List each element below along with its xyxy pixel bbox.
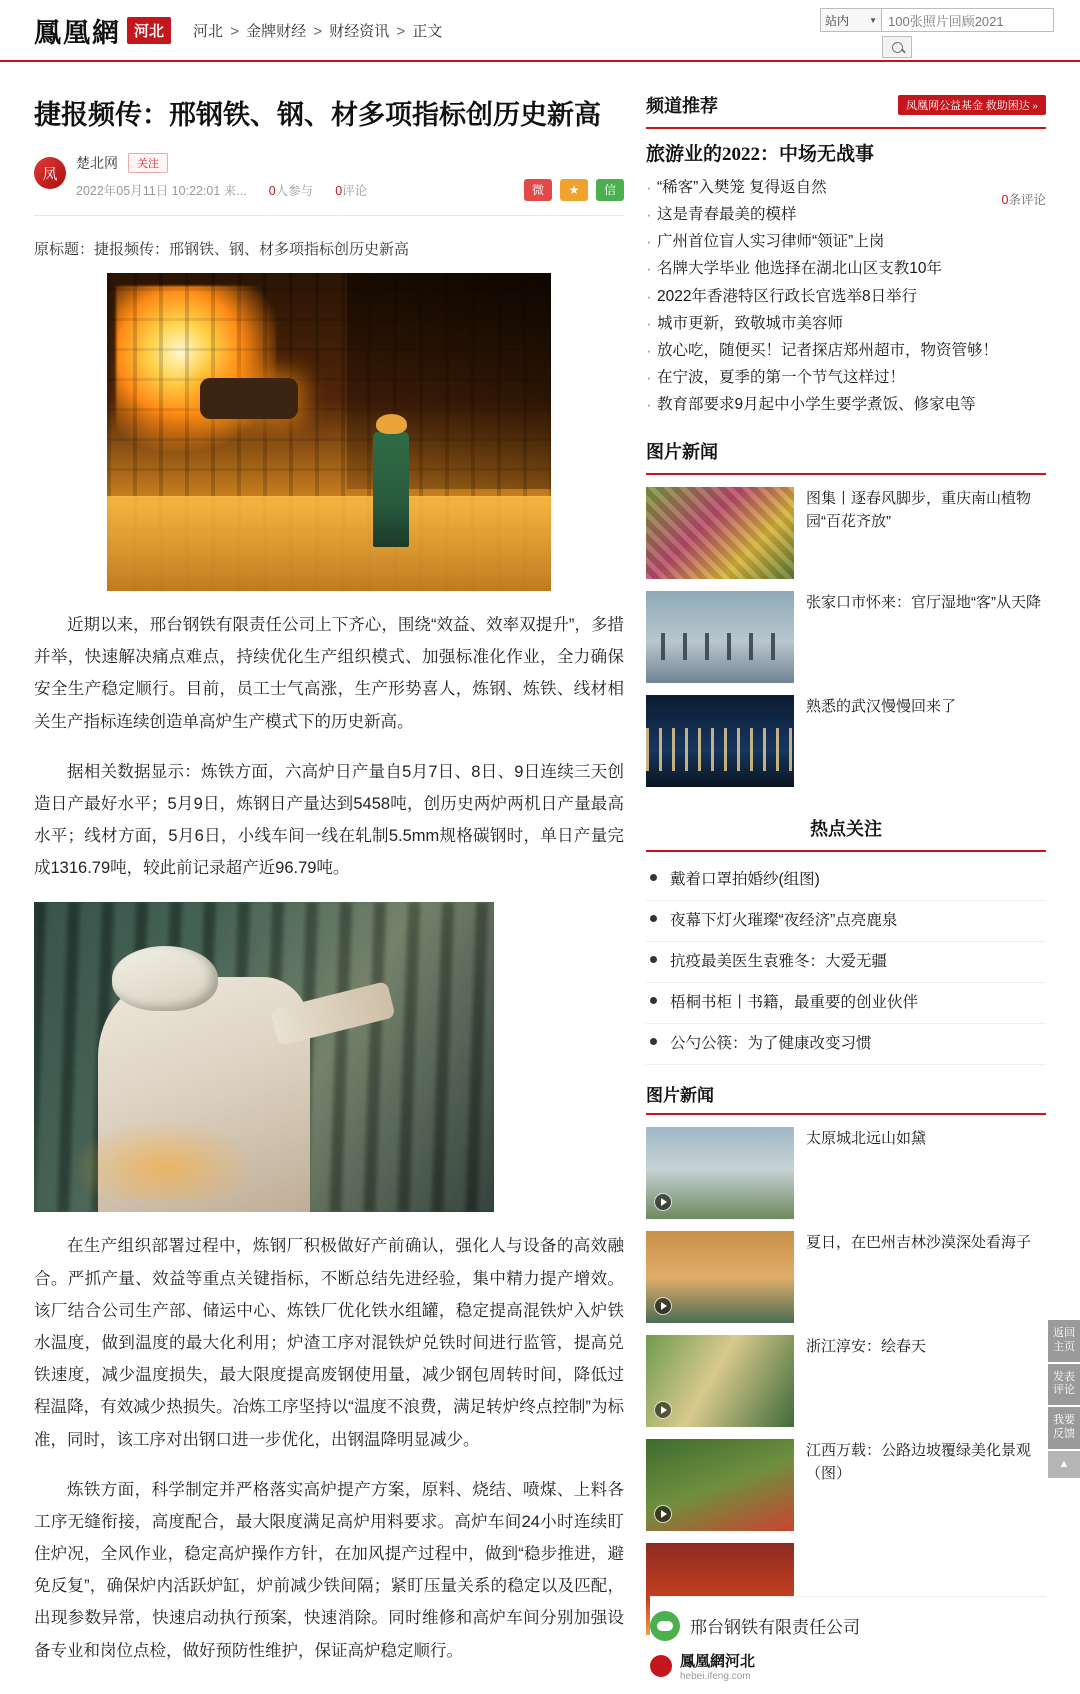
participants-count	[269, 181, 313, 199]
photo-helmet	[112, 946, 218, 1011]
featured-link[interactable]: 旅游业的2022：中场无战事	[646, 144, 875, 165]
list-item[interactable]: · 2022年香港特区行政长官选举8日举行	[646, 283, 1046, 310]
site-logo[interactable]	[34, 11, 171, 50]
site-header	[0, 0, 1080, 62]
picture-news-header-2: 图片新闻	[646, 1081, 1046, 1115]
timestamp: 2022年05月11日 10:22:01 来...	[76, 184, 247, 199]
picture-caption: 江西万载：公路边坡覆绿美化景观（图）	[806, 1441, 1032, 1482]
search-input[interactable]: 100张照片回顾2021	[882, 8, 1054, 32]
search-scope-select[interactable]	[820, 8, 882, 32]
thumbnail-image	[646, 695, 794, 787]
list-item[interactable]	[646, 695, 1046, 787]
picture-caption: 浙江淳安：绘春天	[806, 1337, 927, 1355]
search-area	[820, 8, 1054, 58]
brand-domain: hebei.ifeng.com	[680, 1671, 751, 1682]
search-icon	[892, 42, 903, 53]
article-figure-2	[34, 902, 624, 1212]
search-button[interactable]	[882, 36, 912, 58]
article-column	[34, 62, 624, 1685]
original-title-line	[34, 238, 624, 259]
search-scope-value: 站内	[825, 13, 850, 28]
channel-recommend-title: 频道推荐	[646, 96, 718, 116]
list-item[interactable]: · 名牌大学毕业 他选择在湖北山区支教10年	[646, 255, 1046, 282]
brand-mark-icon	[650, 1655, 672, 1677]
list-item[interactable]: · 城市更新，致敬城市美容师	[646, 310, 1046, 337]
thumbnail-image	[646, 1439, 794, 1531]
list-item[interactable]	[646, 1439, 1046, 1531]
foundry-photo	[107, 273, 551, 591]
picture-caption: 太原城北远山如黛	[806, 1129, 927, 1147]
picture-news-title: 图片新闻	[646, 442, 718, 463]
photo-floor	[107, 496, 551, 591]
back-home-button[interactable]: 返回主页	[1048, 1320, 1080, 1362]
breadcrumb-item-3[interactable]: 正文	[412, 22, 443, 40]
welder-photo	[34, 902, 494, 1212]
article-paragraph: 近期以来，邢台钢铁有限责任公司上下齐心，围绕“效益、效率双提升”，多措并举，快速解决痛点难点，持续优化生产组织模式、加强标准化作业，全力确保安全生产稳定顺行。目前，员工士气高涨，生产形势喜人，炼钢、炼铁、线材相关生产指标连续创造单高炉生产模式下的历史新高。	[34, 616, 624, 731]
page-title: 捷报频传：邢钢铁、钢、材多项指标创历史新高	[34, 100, 601, 130]
list-item[interactable]	[646, 591, 1046, 683]
original-title: 捷报频传：邢钢铁、钢、材多项指标创历史新高	[94, 241, 410, 259]
byline	[34, 153, 624, 216]
list-item[interactable]	[646, 1127, 1046, 1219]
recommend-link-list	[646, 174, 1046, 418]
feedback-button[interactable]: 我要反馈	[1048, 1407, 1080, 1449]
list-item[interactable]: 抗疫最美医生袁雅冬：大爱无疆	[646, 942, 1046, 983]
picture-caption: 熟悉的武汉慢慢回来了	[806, 698, 957, 716]
floating-action-bar	[1048, 1320, 1080, 1480]
picture-news-header	[646, 438, 1046, 475]
article-paragraph: 炼铁方面，科学制定并严格落实高炉提产方案，原料、烧结、喷煤、上料各工序无缝衔接，高度配合，最大限度满足高炉用料要求。高炉车间24小时连续盯住炉况，全风作业，稳定高炉操作方针，在加风提产过程中，做到“稳步推进，避免反复”，确保炉内活跃炉缸，炉前减少铁间隔；紧盯压量关系的稳定以及匹配，出现参数异常，快速启动执行预案，快速消除。同时维修和高炉车间分别加强设备专业和岗位点检，做好预防性维护，保证高炉稳定顺行。	[34, 1480, 624, 1660]
hot-focus-header: 热点关注	[646, 805, 1046, 852]
list-item[interactable]	[646, 487, 1046, 579]
participants-label: 人参与	[275, 184, 314, 199]
channel-recommend-header	[646, 92, 1046, 129]
play-icon[interactable]	[654, 1297, 672, 1315]
thumbnail-image	[646, 1231, 794, 1323]
participants-number: 0	[268, 184, 276, 199]
thumbnail-image	[646, 487, 794, 579]
breadcrumb-sep: >	[230, 22, 239, 40]
chevron-down-icon: ▼	[869, 15, 877, 25]
comment-badge-count: 0	[1001, 193, 1009, 207]
scroll-top-button[interactable]: ▲	[1048, 1451, 1080, 1479]
logo-region-badge: 河北	[127, 17, 171, 44]
charity-promo-badge[interactable]: 凤凰网公益基金 救助困达 »	[898, 95, 1046, 115]
source-name[interactable]: 楚北网	[76, 155, 118, 172]
picture-caption: 张家口市怀来：官厅湿地“客”从天降	[806, 594, 1041, 612]
play-icon[interactable]	[654, 1505, 672, 1523]
list-item[interactable]: 梧桐书柜丨书籍，最重要的创业伙伴	[646, 983, 1046, 1024]
play-icon[interactable]	[654, 1401, 672, 1419]
logo-text: 鳳凰網	[34, 17, 121, 48]
picture-caption: 图集丨逐春风脚步，重庆南山植物园“百花齐放”	[806, 490, 1032, 531]
breadcrumb-sep: >	[396, 22, 406, 40]
breadcrumb-item-1[interactable]: 金牌财经	[246, 22, 307, 40]
list-item[interactable]: · 在宁波，夏季的第一个节气这样过！	[646, 364, 1046, 391]
wechat-account-name: 邢台钢铁有限责任公司	[690, 1618, 860, 1637]
hot-focus-list	[646, 860, 1046, 1064]
page-body	[0, 62, 1080, 1685]
post-comment-button[interactable]: 发表评论	[1048, 1364, 1080, 1406]
byline-bottom	[76, 179, 624, 201]
list-item[interactable]: 戴着口罩拍婚纱(组图)	[646, 860, 1046, 901]
photo-worker	[373, 432, 409, 546]
comments-label: 评论	[342, 184, 368, 199]
original-title-label: 原标题：	[34, 241, 95, 259]
list-item[interactable]: · 放心吃，随便买！记者探店郑州超市，物资管够！	[646, 337, 1046, 364]
breadcrumb-sep: >	[313, 22, 323, 40]
share-bar	[524, 179, 624, 201]
search-row	[820, 8, 1054, 32]
breadcrumb	[193, 20, 442, 41]
comment-badge-label: 条评论	[1008, 193, 1046, 207]
list-item[interactable]	[646, 1335, 1046, 1427]
picture-caption: 夏日，在巴州吉林沙漠深处看海子	[806, 1233, 1032, 1251]
photo-ladle	[200, 378, 298, 419]
list-item[interactable]: 夜幕下灯火璀璨“夜经济”点亮鹿泉	[646, 901, 1046, 942]
comments-count[interactable]	[335, 181, 367, 199]
thumbnail-image	[646, 1335, 794, 1427]
brand-name: 鳳凰網河北	[680, 1654, 756, 1670]
breadcrumb-item-2[interactable]: 财经资讯	[329, 22, 390, 40]
list-item[interactable]	[646, 1231, 1046, 1323]
follow-button[interactable]: 关注	[128, 153, 168, 173]
footer-brand	[650, 1650, 755, 1682]
comments-number: 0	[335, 184, 343, 199]
byline-column	[76, 153, 624, 201]
article-paragraph: 据相关数据显示：炼铁方面，六高炉日产量自5月7日、8日、9日连续三天创造日产最好水平；5月9日，炼钢日产量达到5458吨，创历史两炉两机日产量最高水平；线材方面，5月6日，小线车间一线在轧制5.5mm规格碳钢时，单日产量完成1316.79吨，较此前记录超产近96.79吨。	[34, 762, 624, 878]
article-figure-1	[34, 273, 624, 591]
avatar: 凤	[34, 157, 66, 189]
list-item[interactable]: · 这是青春最美的模样	[646, 201, 1046, 228]
list-item[interactable]: 公勺公筷：为了健康改变习惯	[646, 1024, 1046, 1065]
byline-top	[76, 153, 624, 173]
thumbnail-image	[646, 1127, 794, 1219]
thumbnail-image	[646, 591, 794, 683]
article-paragraph: 在生产组织部署过程中，炼钢厂积极做好产前确认，强化人与设备的高效融合。严抓产量、效益等重点关键指标，不断总结先进经验，集中精力提产增效。该厂结合公司生产部、储运中心、炼铁厂优化铁水组罐，稳定提高混铁炉入炉铁水温度，做到温度的最大化利用；炉渣工序对混铁炉兑铁时间进行监管，提高兑铁速度，减少温度损失，最大限度提高废钢使用量，减少钢包周转时间，降低过程温降，有效减少热损失。冶炼工序坚持以“温度不浪费，满足转炉终点控制”为标准，同时，该工序对出钢口进一步优化，出钢温降明显减少。	[34, 1237, 624, 1449]
list-item[interactable]: · 教育部要求9月起中小学生要学煮饭、修家电等	[646, 391, 1046, 418]
play-icon[interactable]	[654, 1193, 672, 1211]
weibo-icon[interactable]: 微	[524, 179, 552, 201]
breadcrumb-item-0[interactable]: 河北	[193, 22, 224, 40]
list-item[interactable]: · “稀客”入樊笼 复得返自然	[646, 174, 1046, 201]
wechat-icon	[650, 1611, 680, 1641]
wechat-promo-bar[interactable]	[650, 1596, 1046, 1654]
wechat-icon[interactable]: 信	[596, 179, 624, 201]
list-item[interactable]: · 广州首位盲人实习律师“领证”上岗	[646, 228, 1046, 255]
photo-glow	[71, 1119, 255, 1200]
favorite-icon[interactable]: ★	[560, 179, 588, 201]
sidebar	[646, 62, 1046, 1685]
